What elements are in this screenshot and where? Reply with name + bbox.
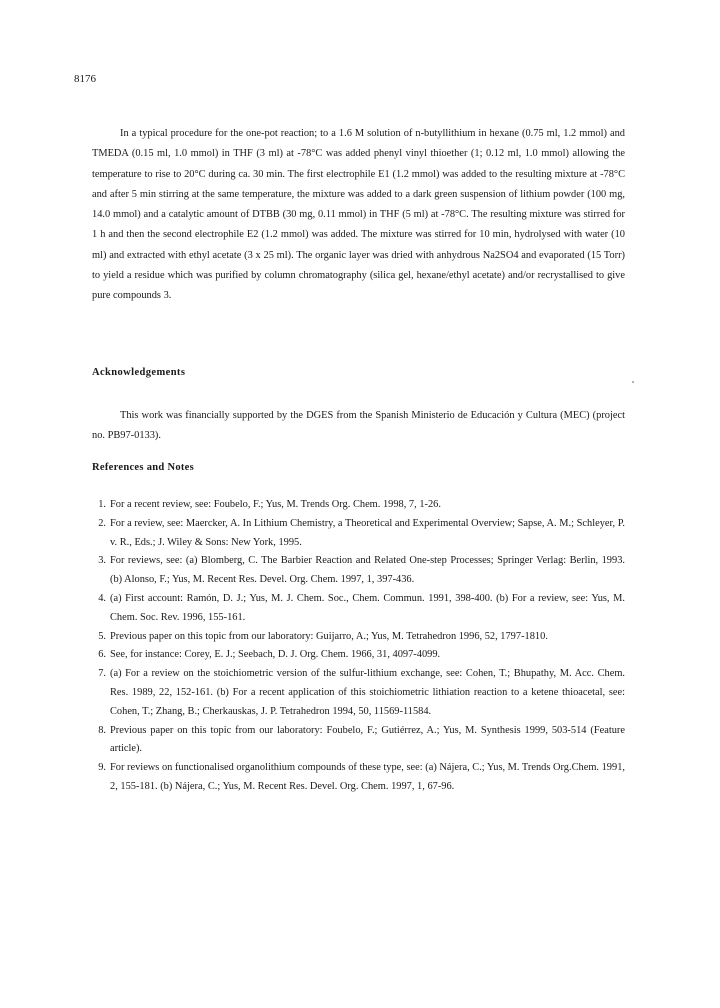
reference-number: 8. — [98, 724, 106, 736]
reference-text: (a) First account: Ramón, D. J.; Yus, M. J. Chem. Soc., Chem. Commun. 1991, 398-400. (b) For a review, see: Yus, M. Chem. Soc. Rev. 1996, 155-161. — [110, 592, 625, 623]
reference-text: See, for instance: Corey, E. J.; Seebach, D. J. Org. Chem. 1966, 31, 4097-4099. — [110, 649, 441, 661]
reference-item — [92, 628, 625, 647]
reference-item — [92, 722, 625, 760]
scan-speck — [632, 381, 634, 383]
reference-text: Previous paper on this topic from our laboratory: Guijarro, A.; Yus, M. Tetrahedron 1996, 52, 1797-1810. — [110, 630, 548, 642]
references-heading: References and Notes — [92, 462, 195, 473]
reference-number: 1. — [98, 499, 106, 510]
reference-number: 7. — [98, 668, 106, 680]
reference-number: 5. — [98, 630, 106, 642]
reference-number: 3. — [98, 555, 106, 567]
procedure-paragraph: In a typical procedure for the one-pot reaction; to a 1.6 M solution of n-butyllithium in hexane (0.75 ml, 1.2 mmol) and TMEDA (0.15 ml, 1.0 mmol) in THF (3 ml) at -78°C was added phenyl vinyl thioether (1; 0.12 ml, 1.0 mmol) allowing the temperature to rise to 20°C during ca. 30 min. The first electrophile E1 (1.2 mmol) was added to the resulting mixture at -78°C and after 5 min stirring at the same temperature, the mixture was added to a dark green suspension of lithium powder (100 mg, 14.0 mmol) and a catalytic amount of DTBB (30 mg, 0.11 mmol) in THF (5 ml) at -78°C. The resulting mixture was stirred for 1 h and then the second electrophile E2 (1.2 mmol) was added. The mixture was stirred for 10 min, hydrolysed with water (10 ml) and extracted with ethyl acetate (3 x 25 ml). The organic layer was dried with anhydrous Na2SO4 and evaporated (15 Torr) to yield a residue which was purified by column chromatography (silica gel, hexane/ethyl acetate) and/or recrystallised to give pure compounds 3. — [92, 128, 625, 302]
reference-item — [92, 496, 625, 515]
acknowledgements-heading: Acknowledgements — [92, 367, 186, 378]
reference-item — [92, 665, 625, 721]
reference-item — [92, 552, 625, 590]
page-number: 8176 — [74, 73, 96, 85]
reference-number: 9. — [98, 762, 106, 774]
reference-text: (a) For a review on the stoichiometric version of the sulfur-lithium exchange, see: Cohen, T.; Bhupathy, M. Acc. Chem. Res. 1989, 22, 152-161. (b) For a recent application of this stoichiometric lithiation reaction to a ketene thioacetal, see: Cohen, T.; Zhang, B.; Cherkauskas, J. P. Tetrahedron 1994, 50, 11569-11584. — [110, 668, 625, 717]
reference-text: For a recent review, see: Foubelo, F.; Yus, M. Trends Org. Chem. 1998, 7, 1-26. — [110, 499, 441, 510]
reference-text: For a review, see: Maercker, A. In Lithium Chemistry, a Theoretical and Experimental Overview; Sapse, A. M.; Schleyer, P. v. R., Eds.; J. Wiley & Sons: New York, 1995. — [110, 517, 625, 548]
reference-number: 2. — [98, 517, 106, 529]
reference-item — [92, 646, 625, 665]
reference-item — [92, 515, 625, 553]
reference-item — [92, 590, 625, 628]
reference-number: 6. — [98, 649, 106, 661]
reference-text: For reviews, see: (a) Blomberg, C. The Barbier Reaction and Related One-step Processes; Springer Verlag: Berlin, 1993. (b) Alonso, F.; Yus, M. Recent Res. Devel. Org. Chem. 1997, 1, 397-436. — [110, 555, 625, 586]
reference-text: For reviews on functionalised organolithium compounds of these type, see: (a) Nájera, C.; Yus, M. Trends Org.Chem. 1991, 2, 155-181. (b) Nájera, C.; Yus, M. Recent Res. Devel. Org. Chem. 1997, 1, 67-96. — [110, 762, 625, 792]
acknowledgements-text: This work was financially supported by the DGES from the Spanish Ministerio de Educación y Cultura (MEC) (project no. PB97-0133). — [92, 410, 625, 442]
references-list — [92, 496, 625, 797]
reference-number: 4. — [98, 592, 106, 604]
reference-text: Previous paper on this topic from our laboratory: Foubelo, F.; Gutiérrez, A.; Yus, M. Synthesis 1999, 503-514 (Feature article). — [110, 724, 625, 755]
reference-item — [92, 759, 625, 797]
